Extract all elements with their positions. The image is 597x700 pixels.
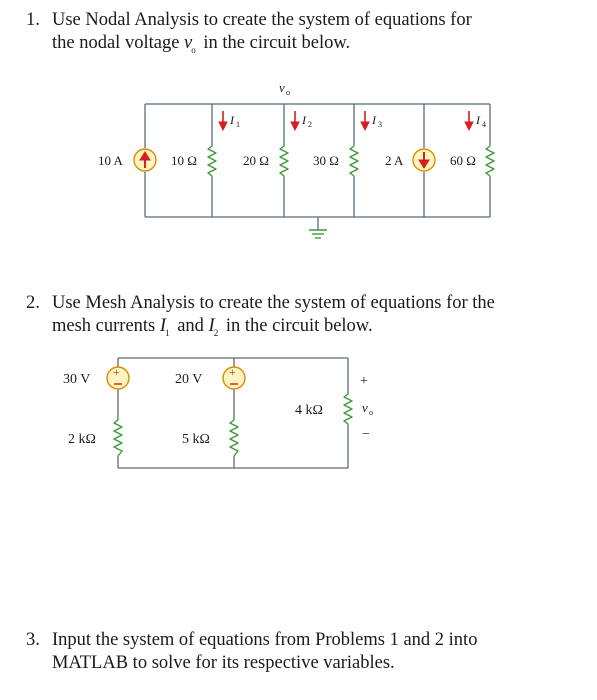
problem-3-line2: MATLAB to solve for its respective variables.	[52, 653, 395, 673]
problem-1-var: v	[184, 33, 193, 53]
plus-icon: +	[113, 365, 120, 379]
problem-2-var2: I	[208, 316, 215, 336]
vo-label: v	[362, 400, 368, 415]
resistor-5k	[230, 420, 238, 456]
node-label-vo-sub: o	[286, 88, 290, 97]
problem-2-line1: Use Mesh Analysis to create the system of equations for the	[52, 293, 495, 313]
problem-3-number: 3.	[26, 630, 40, 650]
current-i3-sub: 3	[378, 120, 382, 129]
current-i1-label: I	[230, 113, 234, 127]
label-20-ohm: 20 Ω	[243, 153, 269, 168]
current-i3-label: I	[372, 113, 376, 127]
problem-3-line1: Input the system of equations from Problems 1 and 2 into	[52, 630, 478, 650]
label-60-ohm: 60 Ω	[450, 153, 476, 168]
problem-2-var1-sub: 1	[165, 328, 170, 338]
problem-1-var-sub: o	[191, 45, 196, 55]
problem-1-text-b: in the circuit below.	[198, 33, 351, 53]
voltage-source-20v	[223, 365, 245, 389]
voltage-source-30v	[107, 365, 129, 389]
plus-icon: +	[229, 365, 236, 379]
current-i2-label: I	[302, 113, 306, 127]
problem-2-var2-sub: 2	[213, 328, 219, 338]
current-i4-sub: 4	[482, 120, 486, 129]
label-2k: 2 kΩ	[68, 432, 96, 447]
label-5k: 5 kΩ	[182, 432, 210, 447]
problem-1-number: 1.	[26, 10, 40, 30]
problem-1-text-a: the nodal voltage	[52, 33, 185, 53]
problem-1-line1: Use Nodal Analysis to create the system of equations for	[52, 10, 472, 30]
problem-2-var1: I	[159, 316, 167, 336]
resistor-2k	[114, 420, 122, 456]
problem-2-text-b: in the circuit below.	[221, 316, 373, 336]
problem-2-number: 2.	[26, 293, 40, 313]
problem-2-text-a: mesh currents	[52, 316, 160, 336]
current-i1-sub: 1	[236, 120, 240, 129]
node-label-vo: v	[279, 80, 285, 95]
label-20v: 20 V	[175, 372, 203, 387]
label-30v: 30 V	[63, 372, 91, 387]
label-10a: 10 A	[98, 153, 123, 168]
vo-plus: +	[360, 374, 368, 389]
vo-minus: −	[362, 427, 370, 442]
label-10-ohm: 10 Ω	[171, 153, 197, 168]
label-4k: 4 kΩ	[295, 403, 323, 418]
label-30-ohm: 30 Ω	[313, 153, 339, 168]
resistor-4k	[344, 394, 352, 424]
current-i4-label: I	[476, 113, 480, 127]
current-i2-sub: 2	[308, 120, 312, 129]
vo-label-sub: o	[369, 408, 373, 417]
problem-2-and: and	[172, 316, 209, 336]
label-2a: 2 A	[385, 153, 404, 168]
